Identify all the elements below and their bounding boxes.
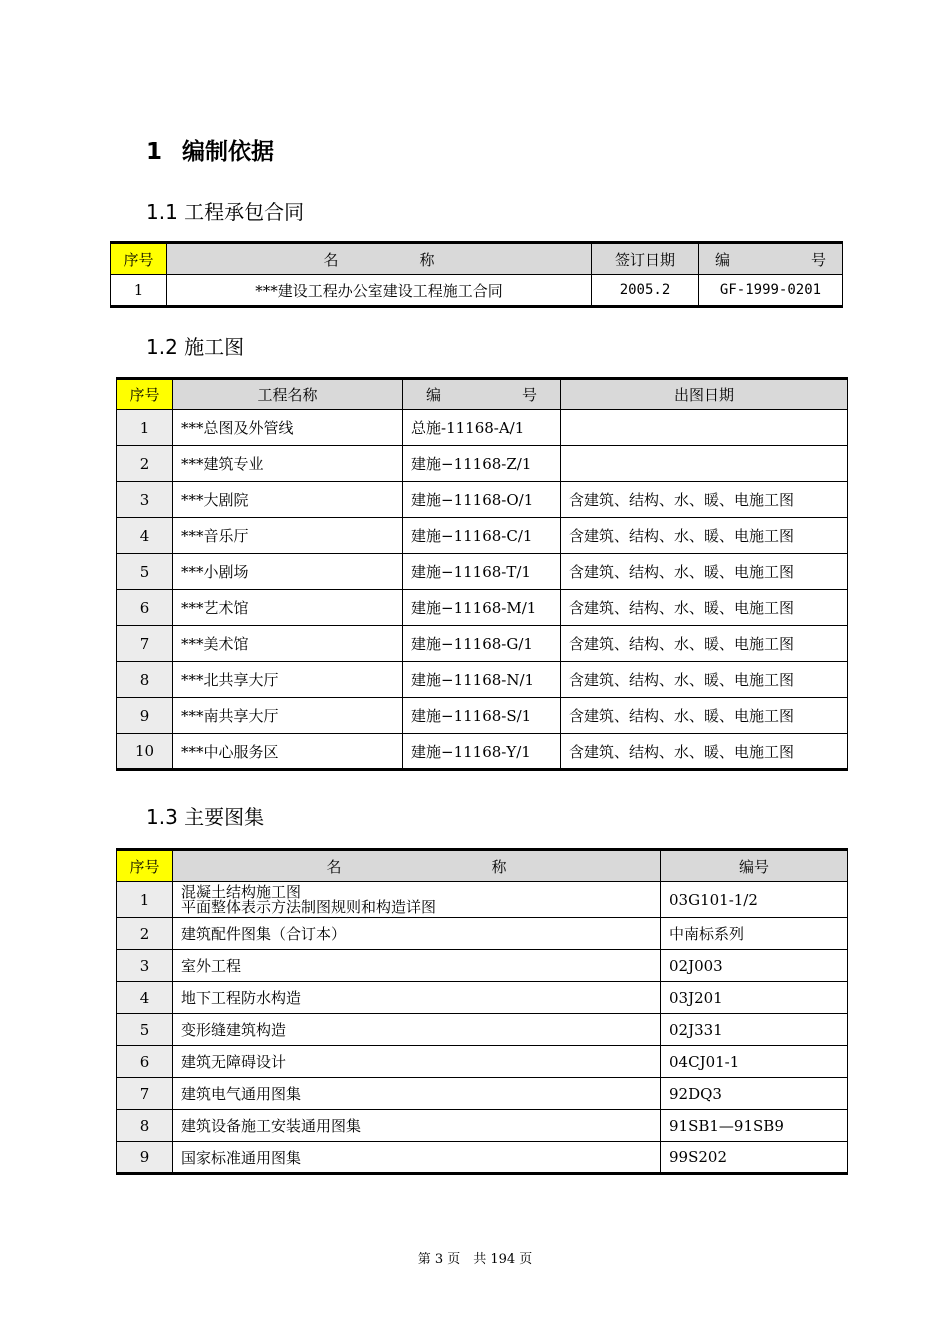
cell: ***建设工程办公室建设工程施工合同	[167, 275, 592, 307]
cell: 含建筑、结构、水、暖、电施工图	[561, 482, 848, 518]
cell: 建施−11168-S/1	[403, 698, 561, 734]
drawing-table	[116, 377, 848, 771]
cell: ***艺术馆	[173, 590, 403, 626]
cell: 总施-11168-A/1	[403, 410, 561, 446]
col-header: 编 号	[403, 379, 561, 410]
cell: 建施−11168-N/1	[403, 662, 561, 698]
cell: 国家标准通用图集	[173, 1142, 661, 1174]
cell: 含建筑、结构、水、暖、电施工图	[561, 626, 848, 662]
cell: 建施−11168-M/1	[403, 590, 561, 626]
cell: ***大剧院	[173, 482, 403, 518]
cell: ***北共享大厅	[173, 662, 403, 698]
cell: 5	[117, 1014, 173, 1046]
cell: 含建筑、结构、水、暖、电施工图	[561, 698, 848, 734]
cell: 8	[117, 1110, 173, 1142]
cell: 4	[117, 982, 173, 1014]
table-row	[117, 1142, 848, 1174]
table-header-row	[111, 243, 843, 275]
table-header-row	[117, 379, 848, 410]
cell: 91SB1—91SB9	[661, 1110, 848, 1142]
page-footer: 第 3 页 共 194 页	[417, 1252, 533, 1267]
cell: 含建筑、结构、水、暖、电施工图	[561, 734, 848, 770]
cell: 建施−11168-T/1	[403, 554, 561, 590]
col-header: 编 号	[699, 243, 843, 275]
cell: 建施−11168-O/1	[403, 482, 561, 518]
col-header: 编号	[661, 850, 848, 882]
col-header: 序号	[117, 850, 173, 882]
cell: 1	[117, 882, 173, 918]
cell: 地下工程防水构造	[173, 982, 661, 1014]
atlas-table	[116, 848, 848, 1175]
table-row	[111, 275, 843, 307]
table-row	[117, 626, 848, 662]
table-row	[117, 734, 848, 770]
cell: 建筑电气通用图集	[173, 1078, 661, 1110]
cell: ***南共享大厅	[173, 698, 403, 734]
cell: 混凝土结构施工图 平面整体表示方法制图规则和构造详图	[173, 882, 661, 918]
col-header: 工程名称	[173, 379, 403, 410]
table-row	[117, 446, 848, 482]
section-title-contract: 1.1 工程承包合同	[146, 200, 305, 224]
cell: ***小剧场	[173, 554, 403, 590]
cell: 92DQ3	[661, 1078, 848, 1110]
cell: 9	[117, 1142, 173, 1174]
table-header-row	[117, 850, 848, 882]
cell: 4	[117, 518, 173, 554]
table-row	[117, 482, 848, 518]
cell: 04CJ01-1	[661, 1046, 848, 1078]
table-row	[117, 698, 848, 734]
table-row	[117, 950, 848, 982]
cell: ***中心服务区	[173, 734, 403, 770]
col-header: 签订日期	[592, 243, 699, 275]
cell: ***总图及外管线	[173, 410, 403, 446]
cell: 5	[117, 554, 173, 590]
cell: 1	[111, 275, 167, 307]
cell: ***建筑专业	[173, 446, 403, 482]
heading-number: 1	[146, 139, 163, 165]
table-row	[117, 1014, 848, 1046]
cell: GF-1999-0201	[699, 275, 843, 307]
cell: 建施−11168-G/1	[403, 626, 561, 662]
table-row	[117, 1078, 848, 1110]
table-row	[117, 982, 848, 1014]
col-header: 出图日期	[561, 379, 848, 410]
cell: 2005.2	[592, 275, 699, 307]
col-header: 名 称	[167, 243, 592, 275]
table-row	[117, 554, 848, 590]
main-heading	[146, 133, 274, 166]
cell: 中南标系列	[661, 918, 848, 950]
cell: 03G101-1/2	[661, 882, 848, 918]
cell: 1	[117, 410, 173, 446]
table-row	[117, 662, 848, 698]
cell: 9	[117, 698, 173, 734]
cell: 03J201	[661, 982, 848, 1014]
contract-table	[110, 241, 859, 308]
cell: ***美术馆	[173, 626, 403, 662]
cell: 变形缝建筑构造	[173, 1014, 661, 1046]
cell: 02J003	[661, 950, 848, 982]
cell: 建施−11168-C/1	[403, 518, 561, 554]
table-row	[117, 590, 848, 626]
cell: 10	[117, 734, 173, 770]
table-row	[117, 410, 848, 446]
cell: 8	[117, 662, 173, 698]
table-row	[117, 882, 848, 918]
cell: 含建筑、结构、水、暖、电施工图	[561, 554, 848, 590]
cell: 建筑配件图集（合订本）	[173, 918, 661, 950]
cell: 7	[117, 1078, 173, 1110]
col-header: 名 称	[173, 850, 661, 882]
cell: 7	[117, 626, 173, 662]
cell	[561, 446, 848, 482]
cell: 6	[117, 1046, 173, 1078]
cell: 3	[117, 950, 173, 982]
cell: 建施−11168-Z/1	[403, 446, 561, 482]
section-title-atlas: 1.3 主要图集	[146, 805, 265, 829]
cell: 3	[117, 482, 173, 518]
cell: 02J331	[661, 1014, 848, 1046]
col-header: 序号	[111, 243, 167, 275]
cell: 含建筑、结构、水、暖、电施工图	[561, 518, 848, 554]
cell	[561, 410, 848, 446]
cell: 室外工程	[173, 950, 661, 982]
table-row	[117, 918, 848, 950]
cell: ***音乐厅	[173, 518, 403, 554]
cell: 2	[117, 446, 173, 482]
cell: 建筑设备施工安装通用图集	[173, 1110, 661, 1142]
cell: 6	[117, 590, 173, 626]
section-title-drawings: 1.2 施工图	[146, 335, 245, 359]
cell: 99S202	[661, 1142, 848, 1174]
col-header: 序号	[117, 379, 173, 410]
cell: 含建筑、结构、水、暖、电施工图	[561, 662, 848, 698]
cell: 建筑无障碍设计	[173, 1046, 661, 1078]
cell: 2	[117, 918, 173, 950]
heading-title: 编制依据	[182, 139, 274, 165]
table-row	[117, 1046, 848, 1078]
cell: 含建筑、结构、水、暖、电施工图	[561, 590, 848, 626]
table-row	[117, 518, 848, 554]
cell: 建施−11168-Y/1	[403, 734, 561, 770]
table-row	[117, 1110, 848, 1142]
